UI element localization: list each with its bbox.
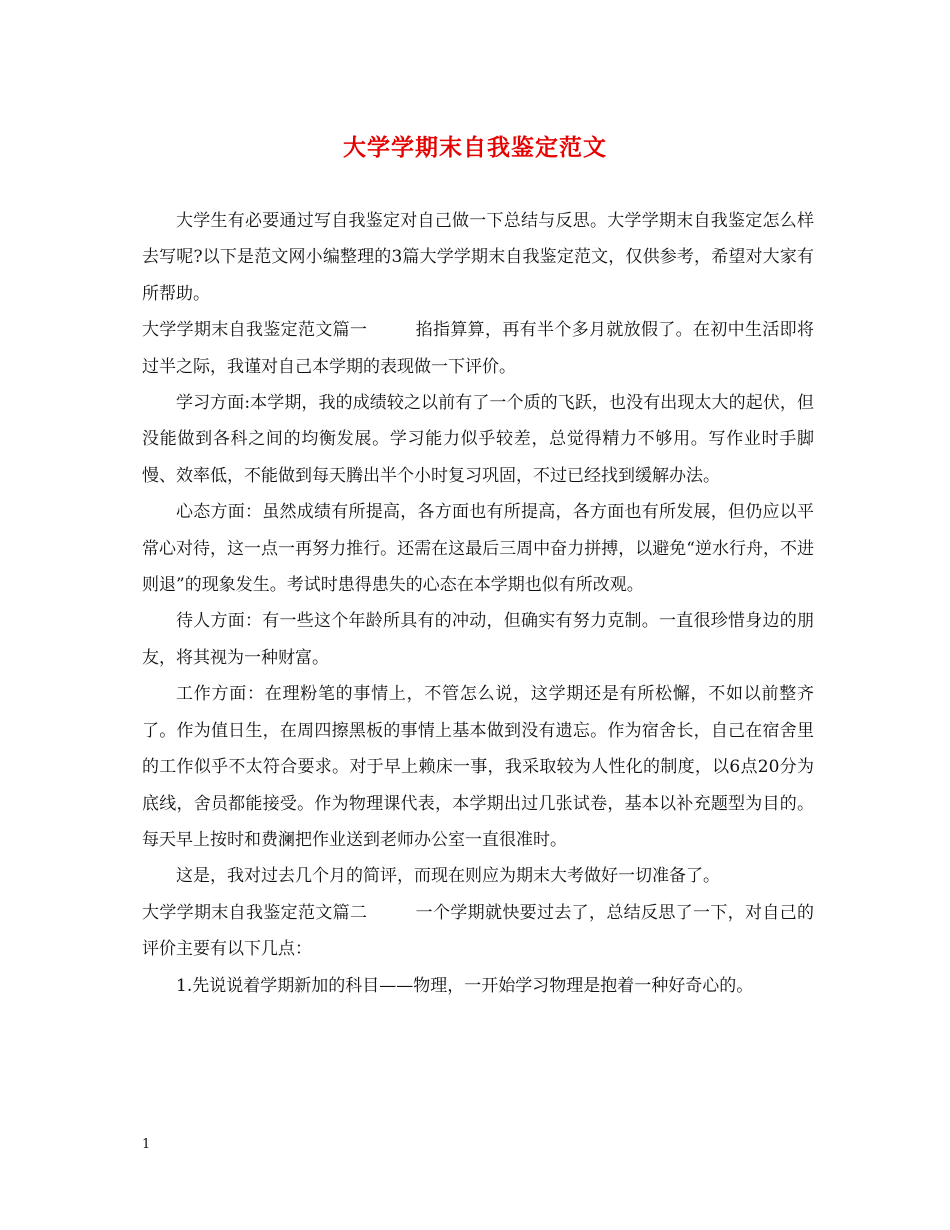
list-item-one: 1.先说说着学期新加的科目——物理，一开始学习物理是抱着一种好奇心的。 (176, 975, 754, 996)
section-one-lead: 掐指算算，再有半个多月就放假了。在初中生活即将过半之际，我谨对自己本学期的表现做一下评价。 (142, 320, 815, 377)
closing-paragraph: 这是，我对过去几个月的简评，而现在则应为期末大考做好一切准备了。 (176, 866, 720, 887)
document-title: 大学学期末自我鉴定范文 (343, 134, 607, 161)
section-two-heading: 大学学期末自我鉴定范文篇二 (142, 902, 368, 923)
section-one-heading: 大学学期末自我鉴定范文篇一 (142, 320, 368, 341)
work-paragraph: 工作方面：在理粉笔的事情上，不管怎么说，这学期还是有所松懈，不如以前整齐了。作为值日生，在周四擦黑板的事情上基本做到没有遗忘。作为宿舍长，自己在宿舍里的工作似乎不太符合要求。对于早上赖床一事，我采取较为人性化的制度，以6点20分为底线，舍员都能接受。作为物理课代表，本学期出过几张试卷，基本以补充题型为目的。每天早上按时和费澜把作业送到老师办公室一直很准时。 (142, 684, 814, 850)
section-two-lead: 一个学期就快要过去了，总结反思了一下，对自己的评价主要有以下几点： (142, 902, 815, 960)
document-body (142, 203, 814, 1004)
intro-paragraph: 大学生有必要通过写自我鉴定对自己做一下总结与反思。大学学期末自我鉴定怎么样去写呢?以下是范文网小编整理的3篇大学学期末自我鉴定范文，仅供参考，希望对大家有所帮助。 (142, 211, 814, 304)
mindset-paragraph: 心态方面：虽然成绩有所提高，各方面也有所提高，各方面也有所发展，但仍应以平常心对待，这一点一再努力推行。还需在这最后三周中奋力拼搏，以避免“逆水行舟，不进则退”的现象发生。考试时患得患失的心态在本学期也似有所改观。 (142, 502, 814, 596)
study-paragraph: 学习方面:本学期，我的成绩较之以前有了一个质的飞跃，也没有出现太大的起伏，但没能做到各科之间的均衡发展。学习能力似乎较差，总觉得精力不够用。写作业时手脚慢、效率低，不能做到每天腾出半个小时复习巩固，不过已经找到缓解办法。 (142, 393, 814, 486)
people-paragraph: 待人方面：有一些这个年龄所具有的冲动，但确实有努力克制。一直很珍惜身边的朋友，将其视为一种财富。 (142, 611, 814, 668)
page-number: 1 (142, 1137, 151, 1152)
section-one-paragraph (142, 312, 814, 385)
section-two-paragraph (142, 895, 814, 968)
